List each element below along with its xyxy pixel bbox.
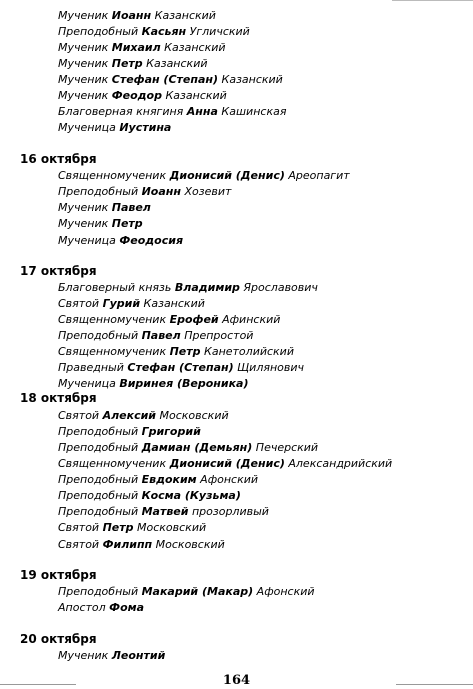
saint-entry: Священномученик Петр Канетолийский: [58, 345, 294, 358]
saint-entry: Священномученик Дионисий (Денис) Ареопагит: [58, 169, 350, 182]
date-heading: 18 октября: [20, 391, 97, 405]
top-rule: [392, 0, 473, 1]
saint-entry: Мученик Иоанн Казанский: [58, 9, 216, 22]
saint-entry: Преподобный Евдоким Афонский: [58, 473, 259, 486]
saint-entry: Преподобный Матвей прозорливый: [58, 505, 269, 518]
saint-name: Стефан (Степан): [127, 361, 234, 374]
date-heading: 19 октября: [20, 568, 97, 582]
saint-entry: Преподобный Павел Препростой: [58, 329, 254, 342]
saint-entry: Святой Филипп Московский: [58, 538, 225, 551]
date-heading: 16 октября: [20, 152, 97, 166]
saint-name: Феодор: [111, 89, 162, 102]
saint-entry: Мученик Феодор Казанский: [58, 89, 227, 102]
saint-entry: Мученица Иустина: [58, 121, 172, 134]
saint-entry: Преподобный Косма (Кузьма): [58, 489, 241, 502]
saint-entry: Благоверная княгиня Анна Кашинская: [58, 105, 287, 118]
saint-entry: Священномученик Дионисий (Денис) Александрийский: [58, 457, 393, 470]
saint-name: Алексий: [102, 409, 157, 422]
saint-name: Петр: [111, 57, 143, 70]
saint-entry: Мученик Петр: [58, 217, 143, 230]
saint-entry: Святой Гурий Казанский: [58, 297, 205, 310]
saint-name: Леонтий: [111, 649, 166, 662]
saint-name: Анна: [186, 105, 218, 118]
saint-entry: Преподобный Макарий (Макар) Афонский: [58, 585, 315, 598]
date-heading: 17 октября: [20, 264, 97, 278]
saint-name: Иоанн: [111, 9, 152, 22]
saint-name: Петр: [102, 521, 134, 534]
saint-entry: Благоверный князь Владимир Ярославович: [58, 281, 318, 294]
saint-name: Дамиан (Демьян): [141, 441, 253, 454]
saint-entry: Священномученик Ерофей Афинский: [58, 313, 281, 326]
saint-name: Виринея (Вероника): [119, 377, 249, 390]
saint-entry: Мученик Павел: [58, 201, 151, 214]
saint-name: Евдоким: [141, 473, 197, 486]
saint-entry: Мученик Леонтий: [58, 649, 166, 662]
saint-name: Дионисий (Денис): [169, 169, 285, 182]
saint-name: Дионисий (Денис): [169, 457, 285, 470]
saint-entry: Праведный Стефан (Степан) Щилянович: [58, 361, 305, 374]
saint-name: Григорий: [141, 425, 201, 438]
saint-entry: Преподобный Касьян Угличский: [58, 25, 250, 38]
saint-name: Петр: [169, 345, 201, 358]
saint-name: Касьян: [141, 25, 187, 38]
date-heading: 20 октября: [20, 632, 97, 646]
saint-entry: Преподобный Григорий: [58, 425, 201, 438]
saint-name: Владимир: [174, 281, 240, 294]
saint-name: Макарий (Макар): [141, 585, 254, 598]
saint-name: Павел: [111, 201, 151, 214]
saint-name: Матвей: [141, 505, 189, 518]
saint-entry: Мученица Виринея (Вероника): [58, 377, 249, 390]
saint-entry: Преподобный Дамиан (Демьян) Печерский: [58, 441, 319, 454]
saint-entry: Святой Алексий Московский: [58, 409, 229, 422]
saint-name: Иоанн: [141, 185, 181, 198]
saint-name: Гурий: [102, 297, 141, 310]
saint-entry: Апостол Фома: [58, 601, 145, 614]
saint-entry: Преподобный Иоанн Хозевит: [58, 185, 232, 198]
saint-name: Фома: [109, 601, 145, 614]
saint-entry: Святой Петр Московский: [58, 521, 207, 534]
saint-entry: Мученик Петр Казанский: [58, 57, 208, 70]
saint-name: Ерофей: [169, 313, 219, 326]
saint-entry: Мученик Михаил Казанский: [58, 41, 226, 54]
saint-name: Павел: [141, 329, 181, 342]
saint-name: Феодосия: [119, 234, 184, 247]
saint-entry: Мученик Стефан (Степан) Казанский: [58, 73, 283, 86]
saint-name: Филипп: [102, 538, 153, 551]
saint-name: Косма (Кузьма): [141, 489, 241, 502]
saint-name: Иустина: [119, 121, 172, 134]
saint-entry: Мученица Феодосия: [58, 234, 184, 247]
page-number: 164: [222, 673, 251, 688]
saint-name: Петр: [111, 217, 143, 230]
saint-name: Стефан (Степан): [111, 73, 219, 86]
saint-name: Михаил: [111, 41, 161, 54]
